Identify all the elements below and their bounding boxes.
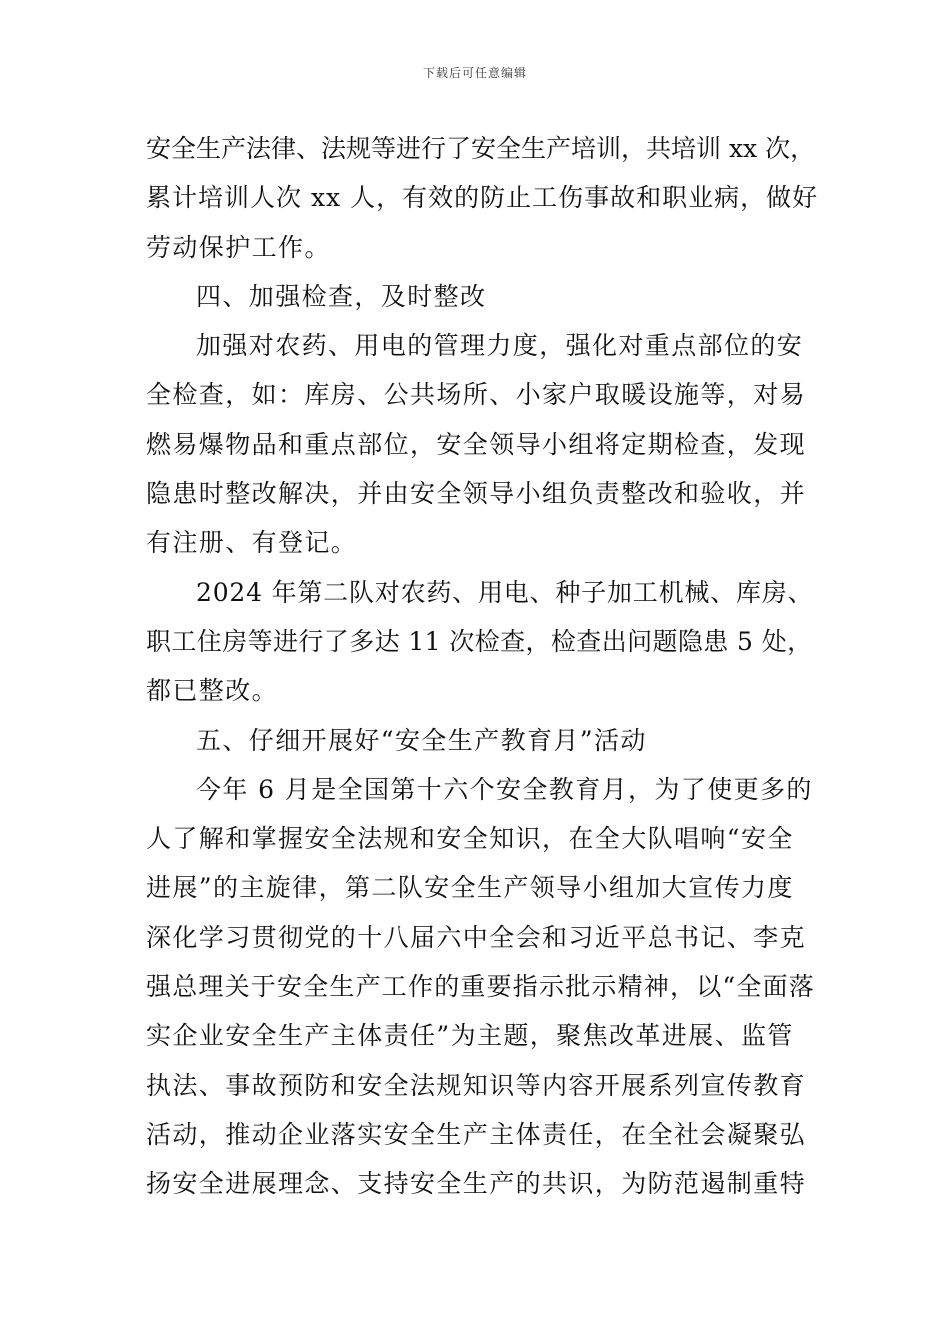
text-line: 进展”的主旋律，第二队安全生产领导小组加大宣传力度 [146,873,794,903]
text-line: 隐患时整改解决，并由安全领导小组负责整改和验收，并 [146,479,807,509]
document-body [146,124,819,1209]
text-line: 人了解和掌握安全法规和安全知识，在全大队唱响“安全 [146,824,794,854]
page-header: 下载后可任意编辑 [422,66,527,80]
text-line: 活动，推动企业落实安全生产主体责任，在全社会凝聚弘 [146,1119,807,1149]
text-line: 全检查，如：库房、公共场所、小家户取暖设施等，对易 [146,380,807,410]
text-line: 执法、事故预防和安全法规知识等内容开展系列宣传教育 [146,1070,807,1100]
text-line: 强总理关于安全生产工作的重要指示批示精神，以“全面落 [146,972,815,1002]
text-line: 五、仔细开展好“安全生产教育月”活动 [196,725,647,755]
text-line: 四、加强检查，及时整改 [196,281,487,311]
text-line: 实企业安全生产主体责任”为主题，聚焦改革进展、监管 [146,1021,794,1051]
text-line: 加强对农药、用电的管理力度，强化对重点部位的安 [196,331,804,361]
text-line: 累计培训人次 xx 人，有效的防止工伤事故和职业病，做好 [146,183,819,213]
text-line: 深化学习贯彻党的十八届六中全会和习近平总书记、李克 [146,922,807,952]
text-line: 2024 年第二队对农药、用电、种子加工机械、库房、 [196,577,814,607]
text-line: 今年 6 月是全国第十六个安全教育月，为了使更多的 [196,774,813,804]
text-line: 有注册、有登记。 [146,528,358,558]
text-line: 职工住房等进行了多达 11 次检查，检查出问题隐患 5 处， [146,626,813,656]
text-line: 燃易爆物品和重点部位，安全领导小组将定期检查，发现 [146,429,807,459]
text-line: 劳动保护工作。 [146,232,331,262]
text-line: 都已整改。 [146,676,279,706]
text-line: 扬安全进展理念、支持安全生产的共识，为防范遏制重特 [146,1169,807,1199]
text-line: 安全生产法律、法规等进行了安全生产培训，共培训 xx 次， [146,134,816,163]
